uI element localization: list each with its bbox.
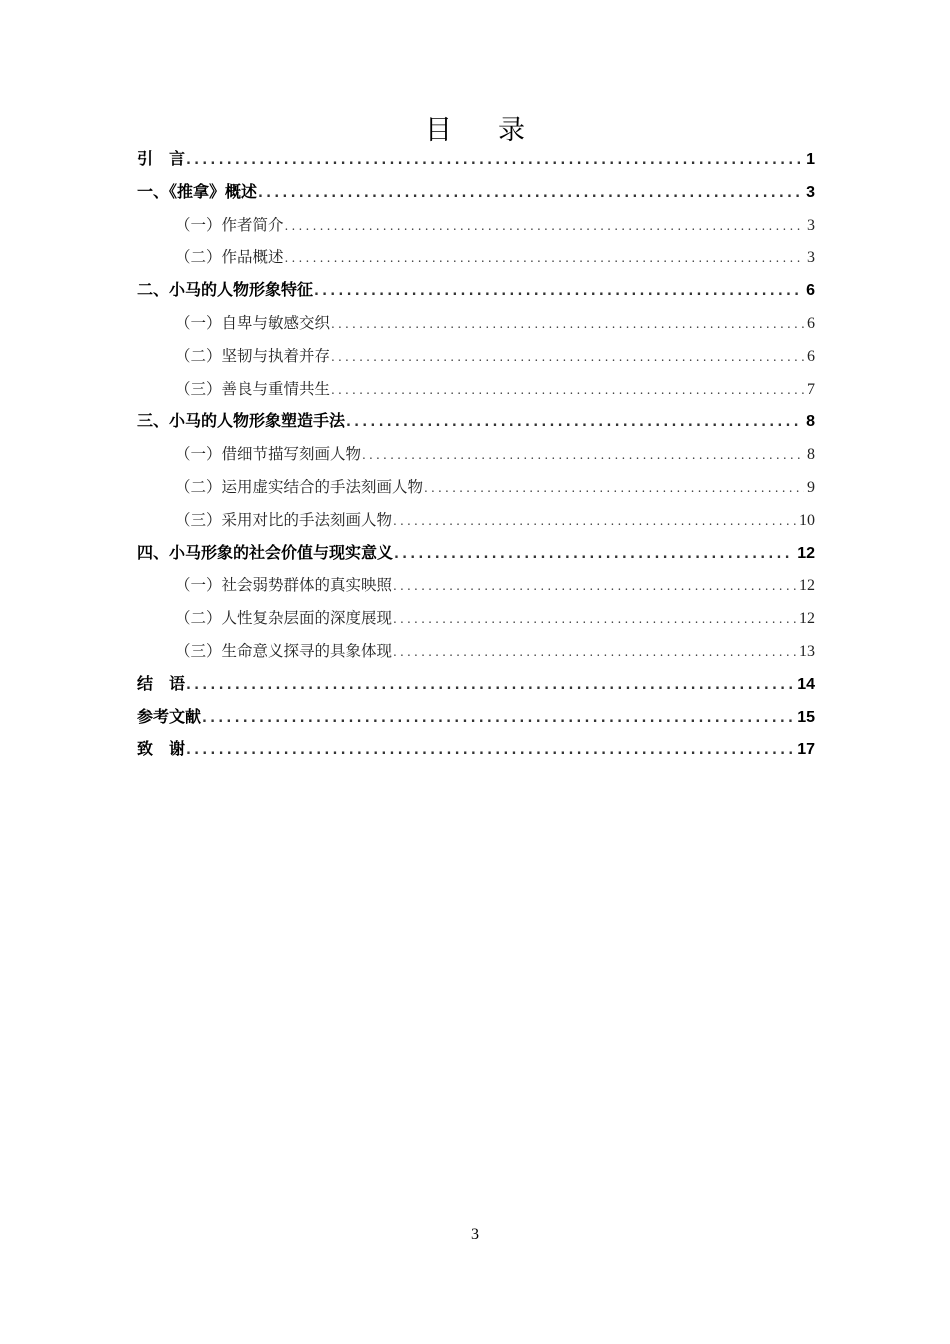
toc-entry-page: 12 bbox=[799, 577, 815, 595]
toc-entry-section-2-3[interactable] bbox=[137, 373, 815, 406]
toc-entry-section-4-3[interactable] bbox=[137, 635, 815, 668]
toc-leader-dots bbox=[331, 374, 804, 407]
toc-entry-label: 致 谢 bbox=[137, 739, 186, 759]
toc-entry-label: 一、《推拿》概述 bbox=[137, 181, 258, 201]
toc-entry-page: 3 bbox=[807, 249, 815, 267]
toc-entry-label: （二）坚韧与执着并存 bbox=[175, 346, 331, 365]
toc-leader-dots bbox=[393, 570, 796, 603]
toc-entry-page: 13 bbox=[799, 642, 815, 660]
toc-entry-label: （三）采用对比的手法刻画人物 bbox=[175, 510, 393, 529]
toc-leader-dots bbox=[314, 276, 803, 309]
toc-entry-label: （三）生命意义探寻的具象体现 bbox=[175, 641, 393, 660]
page-number: 3 bbox=[471, 1226, 479, 1243]
toc-entry-references[interactable] bbox=[137, 701, 815, 734]
toc-leader-dots bbox=[186, 735, 794, 768]
toc-leader-dots bbox=[258, 178, 803, 211]
toc-leader-dots bbox=[346, 407, 803, 440]
toc-leader-dots bbox=[394, 539, 794, 572]
toc-leader-dots bbox=[285, 242, 804, 275]
toc-entry-page: 8 bbox=[807, 446, 815, 464]
toc-entry-page: 7 bbox=[807, 380, 815, 398]
toc-leader-dots bbox=[393, 636, 796, 669]
toc-entry-page: 17 bbox=[797, 741, 815, 759]
toc-entry-section-2-1[interactable] bbox=[137, 307, 815, 340]
toc-leader-dots bbox=[186, 145, 803, 178]
toc-entry-section-1-1[interactable] bbox=[137, 209, 815, 242]
toc-entry-chapter-4[interactable] bbox=[137, 537, 815, 570]
toc-entry-label: 四、小马形象的社会价值与现实意义 bbox=[137, 542, 394, 562]
toc-leader-dots bbox=[362, 439, 804, 472]
toc-entry-page: 6 bbox=[807, 314, 815, 332]
toc-entry-section-3-3[interactable] bbox=[137, 504, 815, 537]
toc-entry-label: 二、小马的人物形象特征 bbox=[137, 280, 314, 300]
toc-entry-conclusion[interactable] bbox=[137, 668, 815, 701]
toc-entry-introduction[interactable] bbox=[137, 143, 815, 176]
toc-leader-dots bbox=[186, 670, 794, 703]
toc-entry-section-3-1[interactable] bbox=[137, 438, 815, 471]
toc-entry-page: 15 bbox=[797, 708, 815, 726]
toc-entry-label: （二）作品概述 bbox=[175, 248, 284, 267]
toc-entry-section-4-2[interactable] bbox=[137, 602, 815, 635]
toc-entry-page: 8 bbox=[806, 413, 815, 431]
toc-entry-label: （一）社会弱势群体的真实映照 bbox=[175, 576, 393, 595]
toc-entry-label: （一）自卑与敏感交织 bbox=[175, 313, 331, 332]
toc-entry-chapter-1[interactable] bbox=[137, 176, 815, 209]
toc-entry-label: 三、小马的人物形象塑造手法 bbox=[137, 411, 346, 431]
toc-title-first-char: 目 bbox=[425, 115, 452, 146]
toc-entry-section-2-2[interactable] bbox=[137, 340, 815, 373]
toc-entry-page: 3 bbox=[807, 216, 815, 234]
toc-entry-label: （一）借细节描写刻画人物 bbox=[175, 445, 362, 464]
toc-entry-section-3-2[interactable] bbox=[137, 471, 815, 504]
toc-leader-dots bbox=[393, 505, 796, 538]
toc-leader-dots bbox=[331, 308, 804, 341]
toc-entry-label: 结 语 bbox=[137, 673, 186, 693]
toc-entry-chapter-2[interactable] bbox=[137, 274, 815, 307]
toc-leader-dots bbox=[424, 472, 804, 505]
toc-leader-dots bbox=[393, 603, 796, 636]
toc-entry-page: 3 bbox=[806, 183, 815, 201]
toc-entry-page: 1 bbox=[806, 151, 815, 168]
toc-entry-page: 6 bbox=[806, 282, 815, 300]
table-of-contents bbox=[137, 143, 815, 766]
toc-entry-page: 6 bbox=[807, 347, 815, 365]
toc-entry-page: 9 bbox=[807, 478, 815, 496]
toc-entry-label: （二）人性复杂层面的深度展现 bbox=[175, 609, 393, 628]
toc-entry-label: 参考文献 bbox=[137, 706, 202, 726]
toc-leader-dots bbox=[285, 210, 804, 243]
toc-leader-dots bbox=[331, 341, 804, 374]
toc-entry-section-1-2[interactable] bbox=[137, 241, 815, 274]
toc-leader-dots bbox=[202, 703, 794, 736]
toc-entry-page: 10 bbox=[799, 511, 815, 529]
toc-title-second-char: 录 bbox=[498, 115, 525, 146]
toc-entry-page: 14 bbox=[797, 675, 815, 693]
toc-entry-acknowledgements[interactable] bbox=[137, 733, 815, 766]
toc-entry-page: 12 bbox=[799, 610, 815, 628]
toc-entry-chapter-3[interactable] bbox=[137, 405, 815, 438]
toc-entry-page: 12 bbox=[797, 544, 815, 562]
toc-entry-label: （三）善良与重情共生 bbox=[175, 379, 331, 398]
toc-entry-label: 引 言 bbox=[137, 149, 186, 168]
toc-entry-label: （二）运用虚实结合的手法刻画人物 bbox=[175, 477, 424, 496]
toc-entry-label: （一）作者简介 bbox=[175, 215, 284, 234]
toc-entry-section-4-1[interactable] bbox=[137, 569, 815, 602]
